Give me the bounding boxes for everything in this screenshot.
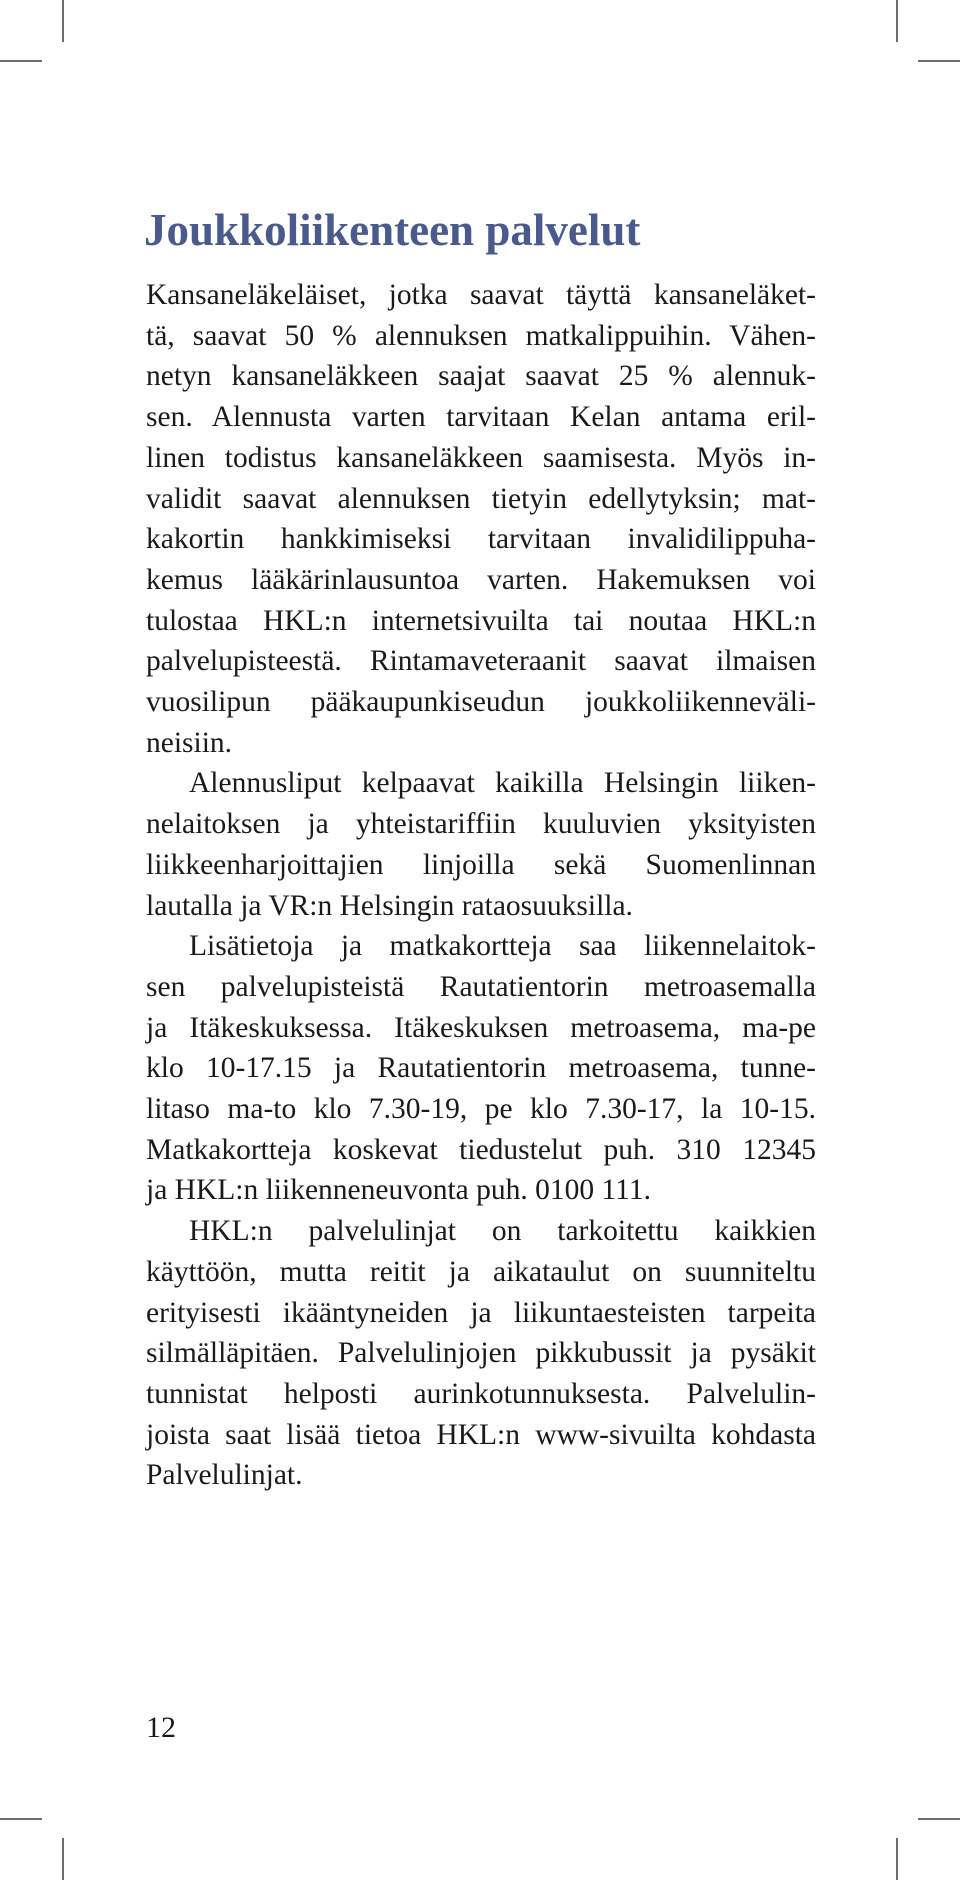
text-line: ja Itäkeskuksessa. Itäkeskuksen metroasema, ma-pe <box>146 1011 816 1044</box>
crop-mark-top-left-horizontal <box>0 60 42 62</box>
text-line: validit saavat alennuksen tietyin edellytyksin; mat- <box>146 482 816 515</box>
text-line: tä, saavat 50 % alennuksen matkalippuihin. Vähen- <box>146 319 816 352</box>
text-line: Palvelulinjat. <box>146 1459 303 1492</box>
paragraph-1 <box>146 275 816 763</box>
text-line: ja HKL:n liikenneneuvonta puh. 0100 111. <box>146 1174 651 1207</box>
text-line: lautalla ja VR:n Helsingin rataosuuksilla. <box>146 889 633 922</box>
text-line: neisiin. <box>146 726 233 759</box>
text-line: kakortin hankkimiseksi tarvitaan invalidilippuha- <box>146 523 816 556</box>
text-line: nelaitoksen ja yhteistariffiin kuuluvien yksityisten <box>146 808 816 841</box>
text-line: linen todistus kansaneläkkeen saamisesta. Myös in- <box>146 441 816 474</box>
text-line: vuosilipun pääkaupunkiseudun joukkoliikenneväli- <box>146 686 816 719</box>
crop-mark-bottom-right-vertical <box>896 1838 898 1880</box>
paragraph-3 <box>146 926 816 1211</box>
paragraph-2 <box>146 763 816 926</box>
text-line: sen. Alennusta varten tarvitaan Kelan antama eril- <box>146 401 816 434</box>
text-line: silmälläpitäen. Palvelulinjojen pikkubussit ja pysäkit <box>146 1337 816 1370</box>
text-line: joista saat lisää tietoa HKL:n www-sivuilta kohdasta <box>146 1418 816 1451</box>
text-line: Kansaneläkeläiset, jotka saavat täyttä kansaneläket- <box>146 279 816 311</box>
text-line: netyn kansaneläkkeen saajat saavat 25 % alennuk- <box>146 360 816 393</box>
text-line: sen palvelupisteistä Rautatientorin metroasemalla <box>146 970 816 1003</box>
text-line: Alennusliput kelpaavat kaikilla Helsingin liiken- <box>189 767 816 800</box>
text-line: käyttöön, mutta reitit ja aikataulut on suunniteltu <box>146 1255 816 1288</box>
crop-mark-bottom-left-vertical <box>62 1838 64 1880</box>
crop-mark-bottom-left-horizontal <box>0 1818 42 1820</box>
crop-mark-top-right-horizontal <box>918 60 960 62</box>
crop-mark-top-right-vertical <box>896 0 898 42</box>
crop-mark-bottom-right-horizontal <box>918 1818 960 1820</box>
text-line: kemus lääkärinlausuntoa varten. Hakemuksen voi <box>146 563 816 596</box>
text-line: erityisesti ikääntyneiden ja liikuntaesteisten tarpeita <box>146 1296 816 1329</box>
text-line: klo 10-17.15 ja Rautatientorin metroasema, tunne- <box>146 1052 816 1085</box>
crop-mark-top-left-vertical <box>62 0 64 42</box>
page-title: Joukkoliikenteen palvelut <box>144 205 641 255</box>
text-line: Lisätietoja ja matkakortteja saa liikennelaitok- <box>189 930 816 963</box>
body-text <box>146 275 816 1496</box>
text-line: tulostaa HKL:n internetsivuilta tai noutaa HKL:n <box>146 604 816 637</box>
text-line: palvelupisteestä. Rintamaveteraanit saavat ilmaisen <box>146 645 816 678</box>
paragraph-4 <box>146 1211 816 1496</box>
text-line: Matkakortteja koskevat tiedustelut puh. 310 12345 <box>146 1133 816 1166</box>
page-number: 12 <box>146 1711 176 1744</box>
text-line: litaso ma-to klo 7.30-19, pe klo 7.30-17, la 10-15. <box>146 1093 816 1126</box>
text-line: HKL:n palvelulinjat on tarkoitettu kaikkien <box>189 1215 816 1248</box>
text-line: tunnistat helposti aurinkotunnuksesta. Palvelulin- <box>146 1377 816 1410</box>
text-line: liikkeenharjoittajien linjoilla sekä Suomenlinnan <box>146 848 816 881</box>
